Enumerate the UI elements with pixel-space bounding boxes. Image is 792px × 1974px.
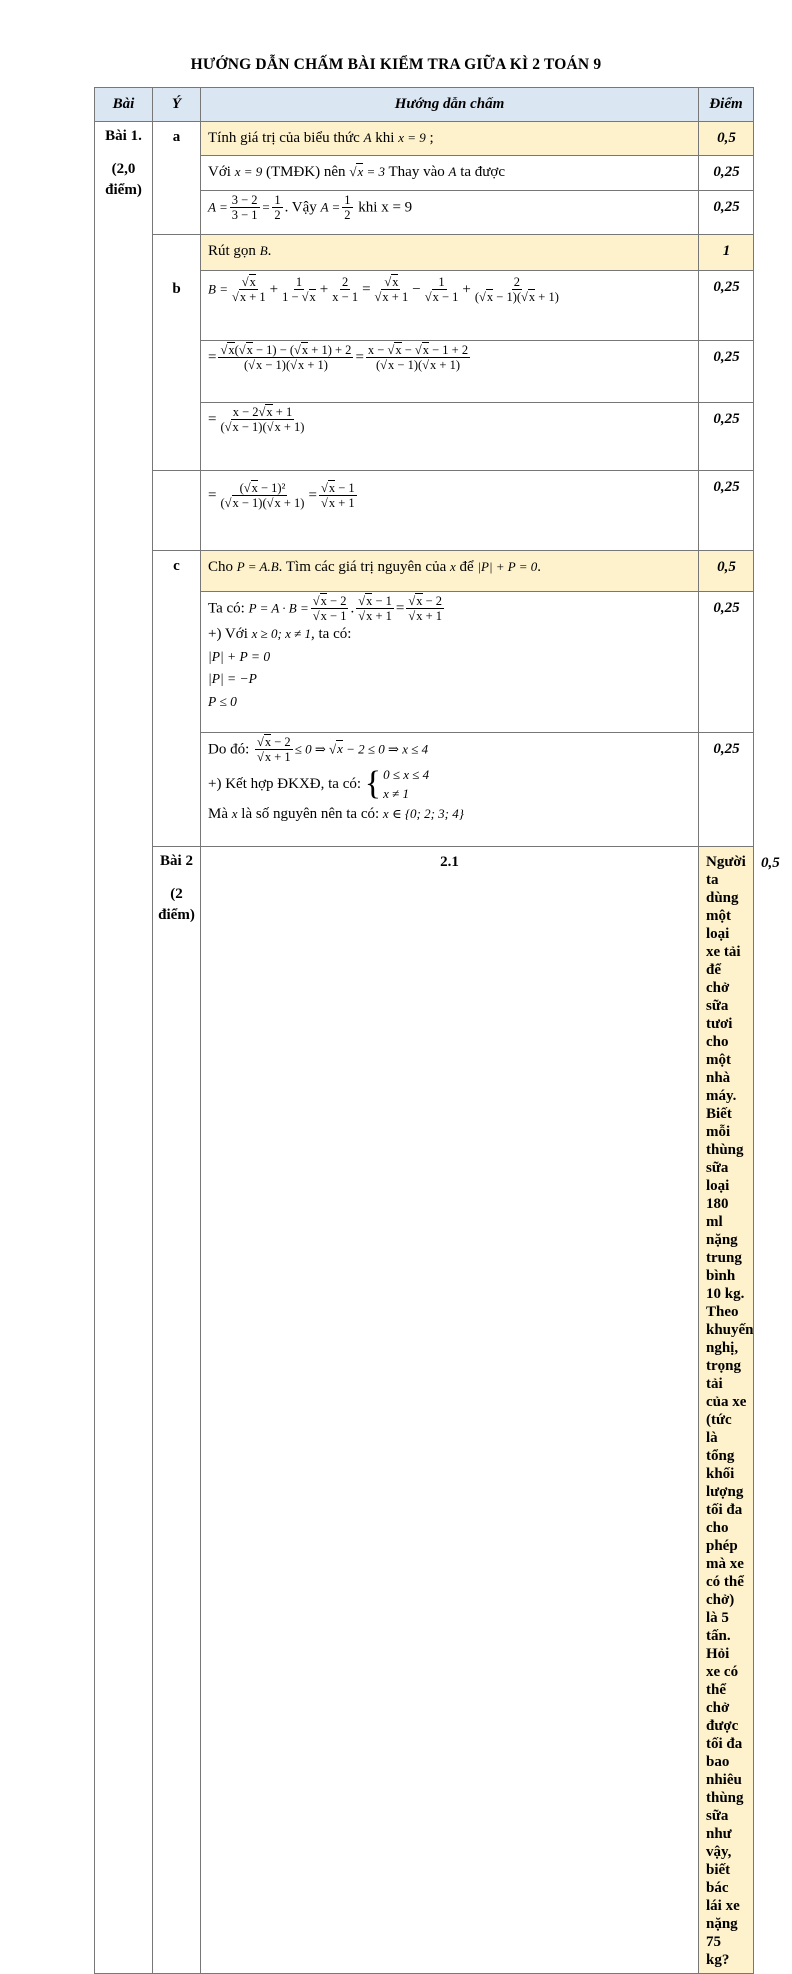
table-header-row — [95, 88, 754, 122]
d1-text: Người ta dùng một loại xe tải để chở sữa tươi cho một nhà máy. Biết mỗi thùng sữa loại 180 ml nặng trung bình 10 kg. Theo khuyến nghị, trọng tải của xe (tức là tổng khối lượng tối đa cho phép mà xe có thể chở) là 5 tấn. Hỏi xe có thể chở được tối đa bao nhiêu thùng sữa như vậy, biết bác lái xe nặng 75 kg? — [706, 854, 754, 1968]
row-b4: = $\frac{x - 2√x + 1}{(√x - 1)(√x + 1)}$ — [201, 403, 699, 471]
table-row — [95, 551, 754, 592]
bai1-cell — [95, 122, 153, 1974]
c3-text3: Mà — [208, 805, 232, 822]
a2-text3: Thay vào — [388, 164, 449, 180]
c1-text3: để — [455, 559, 478, 575]
part-b-cell — [153, 235, 201, 471]
row-b5: = $\frac{\text{(√x − 1)²}}{(√x - 1)(√x + 1)}$ = $\frac{√x - 1}{√x + 1}$ — [201, 471, 699, 551]
c1-text2: . Tìm các giá trị nguyên của — [278, 559, 450, 575]
a3-text1: . Vậy — [284, 199, 321, 216]
a2-text2: (TMĐK) nên — [265, 164, 350, 180]
score-b4: 0,25 — [699, 403, 754, 471]
part-c-label: c — [153, 551, 201, 847]
c2-text1: Ta có: — [208, 600, 249, 617]
table-row — [95, 471, 754, 551]
score-a1: 0,5 — [699, 122, 754, 156]
part-a-label: a — [153, 122, 201, 235]
score-b2: 0,25 — [699, 271, 754, 341]
score-b1: 1 — [699, 235, 754, 271]
grading-table — [94, 87, 780, 1974]
bai1-label: Bài 1. — [105, 128, 142, 144]
a2-text4: ta được — [460, 164, 505, 180]
score-c2: 0,25 — [699, 592, 754, 733]
row-b3: = $\frac{√x(√x - 1) - (√x + 1) + 2}{(√x - 1)(√x + 1)}$ = $\frac{x - √x - √x - 1 + 2}{(√x - 1)(√x + 1)}$ — [201, 341, 699, 403]
score-c3: 0,25 — [699, 733, 754, 847]
bai2-label: Bài 2 — [160, 853, 193, 869]
row-c1: Cho P = A.B. Tìm các giá trị nguyên của x để |P| + P = 0. — [201, 551, 699, 592]
score-a3: 0,25 — [699, 191, 754, 235]
page-title: HƯỚNG DẪN CHẤM BÀI KIỂM TRA GIỮA KÌ 2 TOÁN 9 — [190, 56, 602, 73]
bai2-cell — [153, 847, 201, 1974]
header-huong-dan: Hướng dẫn chấm — [201, 88, 699, 122]
a3-text2: khi x = 9 — [354, 199, 413, 216]
row-a2: Với x = 9 (TMĐK) nên √x = 3 Thay vào A ta được — [201, 156, 699, 191]
score-b3: 0,25 — [699, 341, 754, 403]
c3-text2: +) Kết hợp ĐKXĐ, ta có: — [208, 775, 365, 792]
row-b1: Rút gọn B. — [201, 235, 699, 271]
bai2-points: (2 điểm) — [158, 886, 195, 923]
bai1-points: (2,0 điểm) — [105, 161, 142, 198]
part-b-label: b — [172, 281, 181, 297]
score-b5: 0,25 — [699, 471, 754, 551]
header-bai: Bài — [95, 88, 153, 122]
header-y: Ý — [153, 88, 201, 122]
row-c3: Do đó: $\frac{√x - 2}{√x + 1}$ ≤ 0 ⇒ √x − 2 ≤ 0 ⇒ x ≤ 4 +) Kết hợp ĐKXĐ, ta có: { 0 ≤ x ≤ 4 x ≠ 1 Mà x là số nguyên nên ta có: x ∈ {0; 2; 3; 4} — [201, 733, 699, 847]
table-row — [95, 122, 754, 156]
a1-tail: ; — [425, 130, 434, 146]
score-a2: 0,25 — [699, 156, 754, 191]
row-b2: B = $\frac{√x}{√x + 1}$ + $\frac{1}{1 - √x}$ + $\frac{2}{x - 1}$ = $\frac{√x}{√x + 1}$ − $\frac{1}{√x - 1}$ + $\frac{2}{(√x - 1)(√x + 1)}$ — [201, 271, 699, 341]
header-diem: Điểm — [699, 88, 754, 122]
part-21-label: 2.1 — [201, 847, 699, 1974]
row-a3: A = $\frac{3 - 2}{3 - 1}$ = $\frac{1}{2}$ . Vậy A = $\frac{1}{2}$ khi x = 9 — [201, 191, 699, 235]
part-b-empty — [153, 471, 201, 551]
table-row: Bài 2 (2 điểm) 2.1 Người ta dùng một loại xe tải để chở sữa tươi cho một nhà máy. Biết mỗi thùng sữa loại 180 ml nặng trung bình 10 kg. Theo khuyến nghị, trọng tải của xe (tức là tổng khối lượng tối đa cho phép mà xe có thể chở) là 5 tấn. Hỏi xe có thể chở được tối đa bao nhiêu thùng sữa như vậy, biết bác lái xe nặng 75 kg? 0,5 — [95, 847, 754, 1974]
c2-text2: +) Với — [208, 625, 252, 642]
c3-text4: là số nguyên nên ta có: — [237, 805, 383, 822]
score-c1: 0,5 — [699, 551, 754, 592]
b1-text: Rút gọn — [208, 243, 260, 259]
a1-text: Tính giá trị của biểu thức — [208, 130, 364, 146]
c1-text1: Cho — [208, 559, 237, 575]
row-c2: Ta có: P = A · B = $\frac{√x - 2}{√x - 1}$ . $\frac{√x - 1}{√x + 1}$ = $\frac{√x - 2}{√x + 1}$ +) Với x ≥ 0; x ≠ 1, ta có: |P| + P = 0 |P| = −P P ≤ 0 — [201, 592, 699, 733]
c3-text1: Do đó: — [208, 741, 253, 758]
table-row — [95, 235, 754, 271]
row-a1: Tính giá trị của biểu thức A khi x = 9 ; — [201, 122, 699, 156]
a1-text2: khi — [371, 130, 399, 146]
c2-text3: , ta có: — [311, 625, 352, 642]
a2-text1: Với — [208, 164, 235, 180]
row-d1 — [699, 847, 754, 1974]
